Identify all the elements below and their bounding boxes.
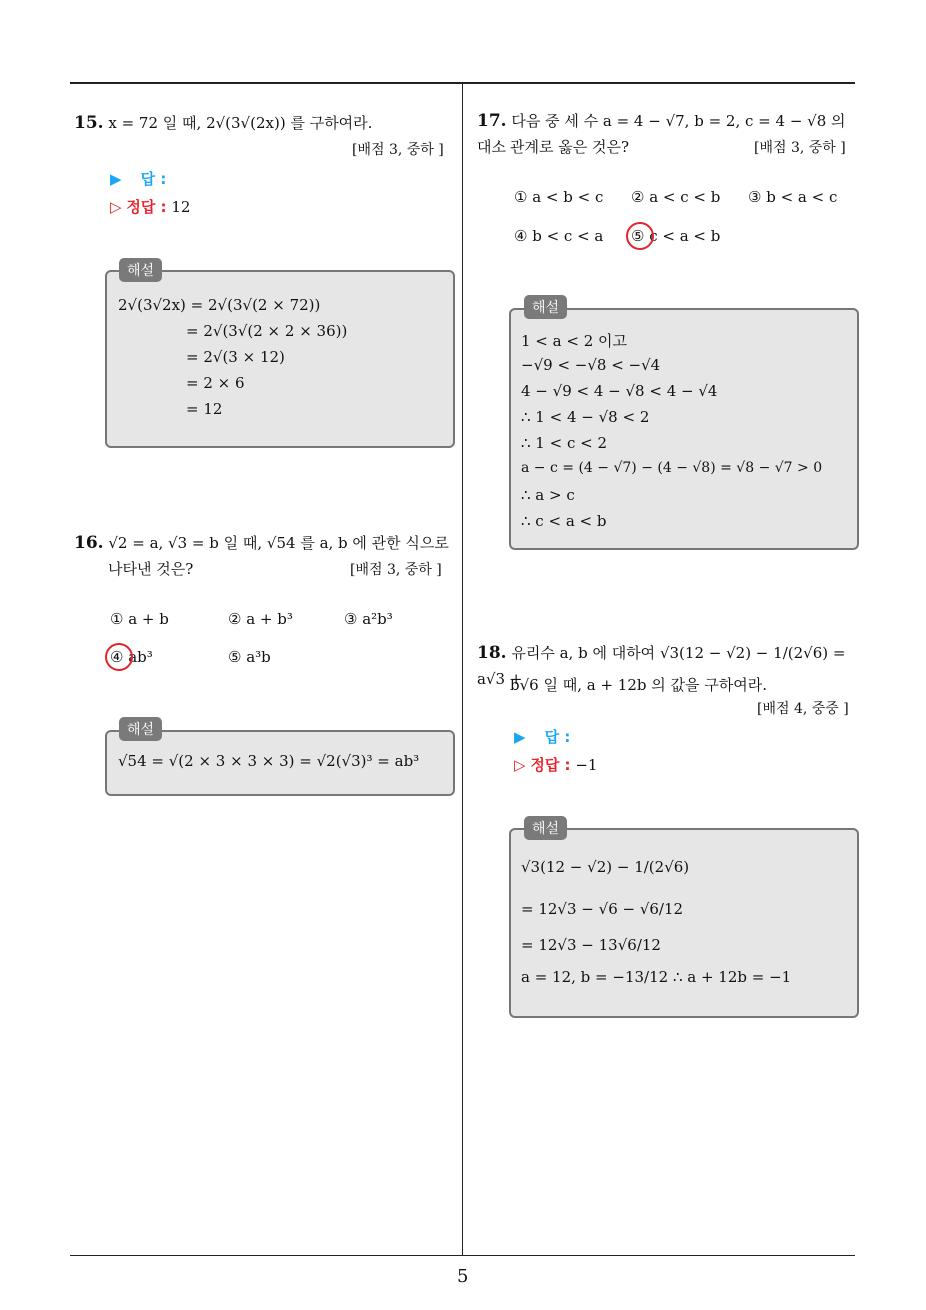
solution-line: a − c = (4 − √7) − (4 − √8) = √8 − √7 > 0: [521, 460, 823, 476]
outline-triangle-icon: ▷: [110, 198, 122, 216]
answer-label: 답 :: [544, 728, 571, 746]
score-meta: [배점 3, 중하 ]: [754, 140, 846, 156]
correct-label: 정답 :: [530, 756, 571, 774]
column-divider: [462, 84, 463, 1256]
answer-row: [110, 168, 166, 189]
solution-line: = 2 × 6: [186, 374, 245, 392]
solution-line: 2√(3√2x) = 2√(3√(2 × 72)): [118, 296, 321, 314]
choice-2[interactable]: ② a + b³: [228, 610, 293, 628]
choice-3[interactable]: ③ a²b³: [344, 610, 393, 628]
choice-3[interactable]: ③ b < a < c: [748, 188, 838, 206]
choice-1[interactable]: ① a + b: [110, 610, 169, 628]
solution-line: = 2√(3 × 12): [186, 348, 285, 366]
correct-value: −1: [575, 756, 598, 774]
solution-tag: 해설: [119, 717, 162, 741]
question-number: 17.: [477, 111, 507, 131]
solution-line: √54 = √(2 × 3 × 3 × 3) = √2(√3)³ = ab³: [118, 752, 420, 770]
solution-line: = 12: [186, 400, 223, 418]
question-15: [74, 110, 454, 136]
solution-line: = 12√3 − √6 − √6/12: [521, 900, 684, 918]
question-text: 유리수 a, b 에 대하여 √3(12 − √2) − 1/(2√6) = a√3 +: [477, 644, 846, 688]
question-16: [74, 530, 456, 556]
solution-line: −√9 < −√8 < −√4: [521, 356, 661, 374]
solution-line: ∴ a > c: [521, 486, 575, 504]
answer-label: 답 :: [140, 170, 167, 188]
bottom-rule: [70, 1255, 855, 1256]
solution-line: ∴ c < a < b: [521, 512, 607, 530]
question-text-line2: b√6 일 때, a + 12b 의 값을 구하여라.: [510, 676, 767, 694]
question-number: 15.: [74, 113, 104, 133]
play-icon: ▶: [110, 170, 122, 188]
choice-5[interactable]: ⑤ a³b: [228, 648, 271, 666]
solution-tag: 해설: [119, 258, 162, 282]
choice-4[interactable]: ④ b < c < a: [514, 227, 604, 245]
solution-line: = 12√3 − 13√6/12: [521, 936, 661, 954]
choice-4[interactable]: ④ ab³: [110, 648, 153, 666]
choice-2[interactable]: ② a < c < b: [631, 188, 721, 206]
outline-triangle-icon: ▷: [514, 756, 526, 774]
score-meta: [배점 4, 중중 ]: [757, 701, 849, 717]
play-icon: ▶: [514, 728, 526, 746]
solution-line: = 2√(3√(2 × 2 × 36)): [186, 322, 348, 340]
question-text: 다음 중 세 수 a = 4 − √7, b = 2, c = 4 − √8 의 대소: [477, 112, 846, 156]
answer-row: [514, 726, 570, 747]
solution-line: ∴ 1 < c < 2: [521, 434, 608, 452]
score-meta: [배점 3, 중하 ]: [352, 142, 444, 158]
question-text: x = 72 일 때, 2√(3√(2x)) 를 구하여라.: [108, 114, 373, 132]
choice-1[interactable]: ① a < b < c: [514, 188, 604, 206]
selected-answer-mark: [105, 643, 133, 671]
solution-line: √3(12 − √2) − 1/(2√6): [521, 858, 690, 876]
choice-5[interactable]: ⑤ c < a < b: [631, 227, 721, 245]
correct-value: 12: [171, 198, 191, 216]
correct-label: 정답 :: [126, 198, 167, 216]
question-number: 18.: [477, 643, 507, 663]
solution-line: 4 − √9 < 4 − √8 < 4 − √4: [521, 382, 718, 400]
page-number: 5: [457, 1266, 469, 1287]
question-text-line2: 관계로 옳은 것은?: [510, 138, 630, 156]
solution-tag: 해설: [524, 816, 567, 840]
selected-answer-mark: [626, 222, 654, 250]
score-meta: [배점 3, 중하 ]: [350, 562, 442, 578]
solution-tag: 해설: [524, 295, 567, 319]
question-number: 16.: [74, 533, 104, 553]
correct-answer-row: [110, 196, 190, 217]
question-text-line2: 나타낸 것은?: [108, 560, 194, 578]
solution-box: [509, 828, 859, 1018]
correct-answer-row: [514, 754, 597, 775]
solution-line: ∴ 1 < 4 − √8 < 2: [521, 408, 650, 426]
question-text: √2 = a, √3 = b 일 때, √54 를 a, b 에 관한 식으로: [108, 534, 449, 552]
solution-line: 1 < a < 2 이고: [521, 332, 627, 350]
solution-line: a = 12, b = −13/12 ∴ a + 12b = −1: [521, 968, 792, 986]
